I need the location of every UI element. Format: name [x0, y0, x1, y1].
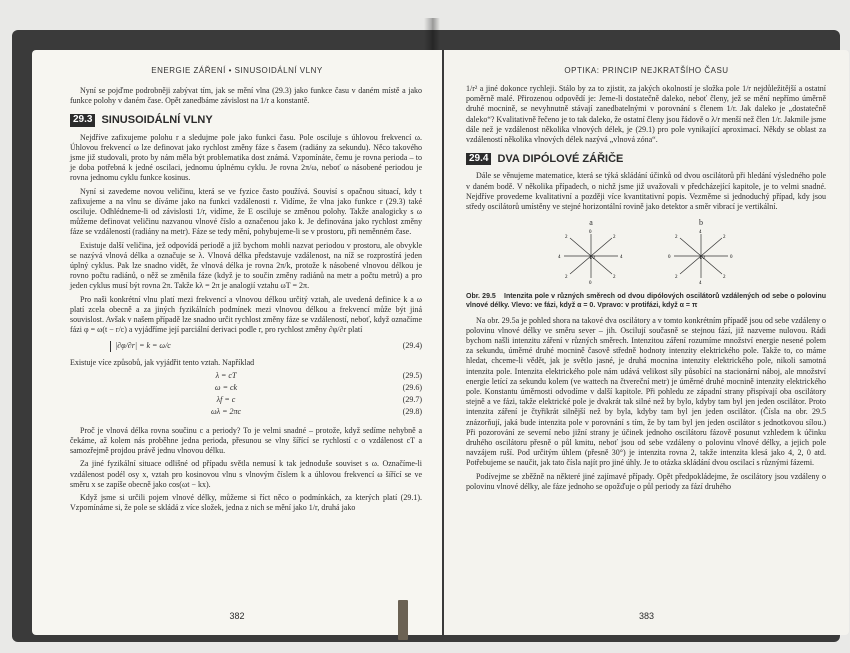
- intensity-value: 4: [699, 281, 702, 285]
- intensity-value: 2: [675, 275, 678, 281]
- section-heading-29-3: [70, 114, 422, 126]
- figure-caption: [466, 292, 826, 310]
- center-label: 1/2: [699, 256, 706, 262]
- section-title: SINUSOIDÁLNÍ VLNY: [101, 114, 213, 127]
- left-page-content: [70, 86, 422, 516]
- equation-row: [70, 371, 422, 381]
- left-page: [32, 50, 442, 635]
- equation-number: (29.5): [402, 370, 422, 380]
- intensity-value: 2: [613, 275, 616, 281]
- paragraph: Nejdříve zafixujeme polohu r a sledujme pole jako funkci času. Pole osciluje s úhlovou frekvencí ω. Úhlovou frekvencí ω lze definovat jako rychlost změny fáze s časem (radiány za sekundu). Něco takového jsme již studovali, proto by nám měla být problematika dost známá. Vzpomínáte, čemu je rovna perioda – to je doba potřebná k jedné oscilaci, jednomu úplnému cyklu. Je rovna 2π/ω, neboť ω násobené periodou je rovna jednomu cyklu funkce kosinus.: [70, 132, 422, 183]
- panel-label: b: [699, 218, 703, 228]
- equation-number: (29.4): [402, 341, 422, 351]
- intensity-value: 2: [723, 235, 726, 241]
- equation-number: (29.8): [402, 407, 422, 417]
- intensity-value: 2: [723, 275, 726, 281]
- paragraph: Pro naši konkrétní vlnu platí mezi frekvencí a vlnovou délkou určitý vztah, ale uvedená definice k a ω platí zcela obecně a za jiných fyzikálních podmínek mezi vlnovou délkou a frekvencí může být jiná souvislost. Avšak v našem případě lze snadno určit rychlost změny fáze se vzdáleností, neboť, když označíme fázi φ = ω(t − r/c) a vyjádříme její parciální derivaci podle r, pro rychlost změny ∂φ/∂r platí: [70, 294, 422, 335]
- bookmark-ribbon: [398, 600, 408, 640]
- intensity-value: 0: [668, 255, 671, 261]
- intensity-value: 2: [565, 235, 568, 241]
- equation-formula: λf = c: [216, 395, 236, 405]
- equation-row: [70, 407, 422, 417]
- equation-row: [70, 383, 422, 393]
- paragraph: Dále se věnujeme matematice, která se týká skládání účinků od dvou oscilátorů při hledání výsledného pole v daném bodě. V několika případech, o nichž jsme již uvažovali v předcházející kapitole, je to velmi snadné. Nejdříve provedeme kvalitativní a později více kvantitativní popis. Vezměme si jednoduchý případ, kdy jsou středy oscilátorů umístěny ve stejné horizontální rovině jako detektor a směr vibrací je vertikální.: [466, 171, 826, 212]
- section-number: 29.4: [466, 153, 491, 165]
- caption-label: Obr. 29.5: [466, 292, 496, 300]
- left-running-header: ENERGIE ZÁŘENÍ • SINUSOIDÁLNÍ VLNY: [151, 66, 323, 75]
- section-title: DVA DIPÓLOVÉ ZÁŘIČE: [497, 153, 624, 166]
- intensity-value: 2: [675, 235, 678, 241]
- radiation-pattern-diagram-a: [556, 228, 626, 284]
- center-label: 1/2: [589, 256, 596, 262]
- section-heading-29-4: [466, 153, 826, 165]
- right-page: [444, 50, 849, 635]
- figure-29-5: [466, 218, 826, 287]
- paragraph: Nyní si zavedeme novou veličinu, která se ve fyzice často používá. Souvisí s opačnou situací, kdy t zafixujeme a na vlnu se díváme jako na funkci vzdálenosti r. Vidíme, že vlna jako funkce r (29.3) také osciluje. Odhlédneme-li od závislosti 1/r, vidíme, že E osciluje se změnou polohy. Takže analogicky s ω můžeme definovat veličinu nazvanou vlnové číslo a označenou jako k. Je definována jako rychlost změny fáze se vzdáleností (radiány na metr). Fáze se tedy mění, pohybujeme-li se v prostoru, při neměnném čase.: [70, 186, 422, 237]
- intensity-value: 2: [565, 275, 568, 281]
- radiation-pattern-diagram-b: [666, 228, 736, 284]
- intensity-value: 0: [589, 230, 592, 236]
- equation-intro: Existuje více způsobů, jak vyjádřit tento vztah. Například: [70, 357, 255, 367]
- intensity-value: 2: [613, 235, 616, 241]
- paragraph: Za jiné fyzikální situace odlišné od případu světla nemusí k tak jednoduše souviset s ω. Označíme-li vzdálenost podél osy x, vztah pro kosinovou vlnu s vlnovým číslem k a úhlovou frekvencí ω šířící se ve směru x se zapíše obecně jako cos(ωt − kx).: [70, 459, 422, 489]
- equation-formula: |∂φ/∂r| = k = ω/c: [110, 341, 171, 351]
- figure-panel-a: [556, 218, 626, 287]
- equation-row: [70, 395, 422, 405]
- intensity-value: 4: [699, 230, 702, 236]
- intensity-value: 4: [620, 255, 623, 261]
- equation-number: (29.6): [402, 383, 422, 393]
- right-page-content: [466, 84, 826, 495]
- caption-text: Intenzita pole v různých směrech od dvou dipólových oscilátorů vzdálených od sebe o polovinu vlnové délky. Vlevo: ve fázi, když α = 0. Vpravo: v protifázi, když α = π: [466, 292, 826, 309]
- figure-panel-b: [666, 218, 736, 287]
- section-number: 29.3: [70, 114, 95, 126]
- equation-number: (29.7): [402, 395, 422, 405]
- intensity-value: 0: [730, 255, 733, 261]
- intensity-value: 4: [558, 255, 561, 261]
- left-intro: Nyní se pojďme podrobněji zabývat tím, jak se mění vlna (29.3) jako funkce času v daném místě a jako funkce polohy v daném čase. Opět zanedbáme závislost na 1/r a konstantě.: [70, 86, 422, 106]
- paragraph: Na obr. 29.5a je pohled shora na takové dva oscilátory a v tomto konkrétním případě jsou od sebe vzdáleny o polovinu vlnové délky ve směru sever – jih. Oscilují současně se stejnou fází, již nazveme nulovou. Rádi bychom našli intenzitu záření v různých směrech. Intenzitou záření rozumíme množství energie nesené polem za sekundu, úměrné druhé mocnině časově středně hodnoty intenzity elektrického pole. Takže to, co máme hledat, chceme-li vědět, jak je světlo jasné, je druhá mocnina intenzity elektrického pole, nikoli samotná intenzita pole. Intenzita elektrického pole nám udává velikost síly působící na stacionární náboj, ale množství energie letící za sekundu kolem (ve wattech na čtvereční metr) je úměrné druhé mocnině intenzity elektrického pole. Konstantu úměrnosti odvodíme v další kapitole. Při pohledu ze západní strany přispívají oba oscilátory stejně a ve fázi, takže elektrické pole je dvakrát tak silné než by bylo, kdyby tam byl jen jeden oscilátor. Proto intenzita záření je čtyřikrát silnější než by byla, kdyby tam byl jen jeden oscilátor. (Čísla na obr. 29.5 znázorňují, jaká bude intenzita pole v porovnání s tím, že by tam byl jen jeden oscilátor s jednotkovou sílou.) Při pozorování ze severní nebo jižní strany je účinek jednoho oscilátoru fázově posunut vzhledem k účinku druhého oscilátoru přesně o půl kmitu, neboť jsou od sebe vzdáleny o polovinu vlnové délky, a jejich pole navzájem ruší. Pod určitým úhlem (přesně 30°) je intenzita rovna 2, takže intenzita klesá jako 4, 2, 0 atd. Potřebujeme se naučit, jak tato čísla najít pro jiné úhly. Je to otázka skládání dvou oscilací s různými fázemi.: [466, 315, 826, 468]
- panel-label: a: [589, 218, 593, 228]
- paragraph: Když jsme si určili pojem vlnové délky, můžeme si říct něco o podmínkách, za kterých platí (29.1). Vzpomínáme si, že pole se skládá z více složek, jedna z nich se mění jako 1/r, druhá jako: [70, 492, 422, 513]
- intensity-value: 0: [589, 281, 592, 285]
- equation-formula: λ = cT: [215, 370, 237, 380]
- right-intro: 1/r² a jiné dokonce rychleji. Stálo by za to zjistit, za jakých okolností je složka pole 1/r nejdůležitější a ostatní poměrně malé. Přirozenou odpovědí je: Jeme-li dostatečně daleko, neboť členy, jež se mění nepřímo úměrně druhé mocnině, se nevyhnutně stávají zanedbatelnými v porovnání s členem 1/r. Jak daleko je „dostatečně daleko“? Kvalitativně řečeno je to tak daleko, že ostatní členy jsou řádově o λ/r menší než člen 1/r. Jakmile jsme dále než je vzdálenost několika vlnových délek, je (29.1) pro pole vynikající aproximací. Někdy se oblast za vzdáleností několika vlnových délek nazývá „vlnová zóna“.: [466, 84, 826, 145]
- left-page-number: 382: [229, 611, 245, 621]
- paragraph: Proč je vlnová délka rovna součinu c a periody? To je velmi snadné – protože, když sedíme nehybně a čekáme, až kolem nás proběhne jedna perioda, přesunou se vlny šířící se rychlostí c o vzdálenost cT a samozřejmě projdou právě jednu vlnovou délku.: [70, 425, 422, 456]
- equation-formula: ω = ck: [214, 383, 238, 393]
- paragraph: Existuje další veličina, jež odpovídá periodě a již bychom mohli nazvat periodou v prostoru, ale obvykle se nazývá vlnová délka a označuje se λ. Vlnová délka představuje vzdálenost, na níž se rozprostírá jeden úplný cyklus. Pak lze snadno vidět, že vlnová délka je rovna 2π/k, protože k násobené vlnovou délkou je rovno počtu radiánů, o něž se změnila fáze (když je to součin změny radiánů na metr a počtu metrů) a pro jeden cyklus musí být rovna 2π. Takže kλ = 2π je analogií vztahu ωT = 2π.: [70, 240, 422, 291]
- equation-29-4: [70, 341, 422, 351]
- equation-formula: ωλ = 2πc: [210, 407, 242, 417]
- right-running-header: OPTIKA: PRINCIP NEJKRATŠÍHO ČASU: [564, 66, 729, 75]
- paragraph: Podívejme se zběžně na některé jiné zajímavé případy. Opět předpokládejme, že oscilátory jsou vzdáleny o polovinu vlnové délky, ale fáze jednoho se opožďuje o půl periody za fází druhého: [466, 471, 826, 491]
- right-page-number: 383: [638, 611, 655, 621]
